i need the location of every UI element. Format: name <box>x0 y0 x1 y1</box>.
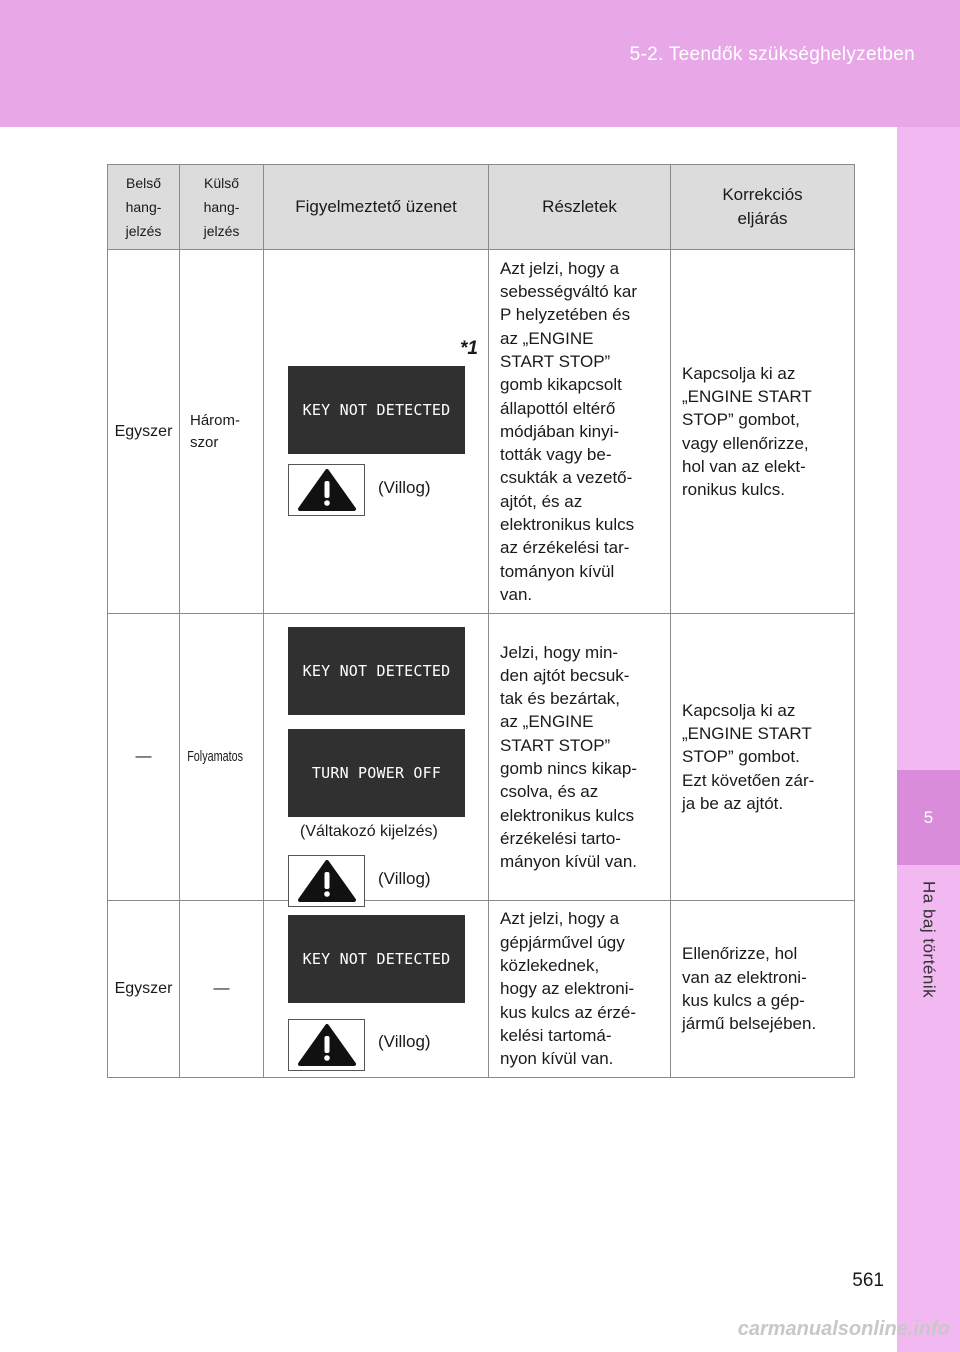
section-title: 5-2. Teendők szükséghelyzetben <box>629 44 915 65</box>
details-line: tották vagy be- <box>500 445 612 465</box>
header-message: Figyelmeztető üzenet <box>264 165 489 250</box>
table-row <box>108 901 855 1078</box>
display-key-not-detected: KEY NOT DETECTED <box>288 627 465 715</box>
correction-line: „ENGINE START <box>682 386 812 406</box>
correction-line: STOP” gombot, <box>682 410 800 430</box>
details-line: csolva, és az <box>500 782 599 802</box>
details-line: mányon kívül van. <box>500 852 638 872</box>
details-line: az „ENGINE <box>500 328 594 348</box>
warning-triangle-icon <box>288 855 365 907</box>
row2-details <box>489 614 671 901</box>
table-row <box>108 250 855 614</box>
row1-details <box>489 250 671 614</box>
blink-note: (Villog) <box>378 478 431 497</box>
details-line: Jelzi, hogy min- <box>500 642 619 662</box>
details-line: állapottól eltérő <box>500 398 616 418</box>
blink-note: (Villog) <box>378 1032 431 1051</box>
display-key-not-detected: KEY NOT DETECTED <box>288 915 465 1003</box>
header-internal: Belső hang- jelzés <box>108 165 180 250</box>
warning-triangle-icon <box>288 464 365 516</box>
correction-line: Ellenőrizze, hol <box>682 944 798 964</box>
header-correction: Korrekciós eljárás <box>671 165 855 250</box>
side-tab <box>897 127 960 1352</box>
row3-details <box>489 901 671 1078</box>
correction-line: „ENGINE START <box>682 724 812 744</box>
details-line: START STOP” <box>500 351 611 371</box>
details-line: sebességváltó kar <box>500 282 638 302</box>
correction-line: Kapcsolja ki az <box>682 700 796 720</box>
header-details: Részletek <box>489 165 671 250</box>
correction-line: vagy ellenőrizze, <box>682 433 809 453</box>
table-row <box>108 614 855 901</box>
details-line: elektronikus kulcs <box>500 805 635 825</box>
warning-triangle-icon <box>288 1019 365 1071</box>
details-line: elektronikus kulcs <box>500 515 635 535</box>
correction-line: Ezt követően zár- <box>682 770 815 790</box>
row2-external: Folyamatos <box>180 614 264 901</box>
details-line: Azt jelzi, hogy a <box>500 909 620 929</box>
details-line: Azt jelzi, hogy a <box>500 258 620 278</box>
details-line: hogy az elektroni- <box>500 979 635 999</box>
correction-line: ronikus kulcs. <box>682 480 785 500</box>
details-line: van. <box>500 584 533 604</box>
details-line: csukták a vezető- <box>500 468 633 488</box>
details-line: az „ENGINE <box>500 712 594 732</box>
details-line: gépjárművel úgy <box>500 932 625 952</box>
chapter-label-wrap <box>897 870 960 1010</box>
details-line: kelési tartomá- <box>500 1025 612 1045</box>
row1-internal: Egyszer <box>108 250 180 614</box>
details-line: érzékelési tarto- <box>500 828 621 848</box>
details-line: közlekednek, <box>500 956 600 976</box>
header-external: Külső hang- jelzés <box>180 165 264 250</box>
details-line: gomb kikapcsolt <box>500 375 622 395</box>
row1-correction <box>671 250 855 614</box>
alternating-note: (Váltakozó kijelzés) <box>300 823 438 840</box>
row3-message <box>264 901 489 1078</box>
correction-line: van az elektroni- <box>682 967 807 987</box>
row3-correction <box>671 901 855 1078</box>
row2-internal: — <box>108 614 180 901</box>
correction-line: STOP” gombot. <box>682 747 800 767</box>
row3-external: — <box>180 901 264 1078</box>
details-line: módjában kinyi- <box>500 421 620 441</box>
row3-internal: Egyszer <box>108 901 180 1078</box>
details-line: P helyzetében és <box>500 305 631 325</box>
correction-line: jármű belsejében. <box>682 1014 817 1034</box>
correction-line: ja be az ajtót. <box>682 793 784 813</box>
row2-message <box>264 614 489 901</box>
warning-table <box>107 164 855 1078</box>
details-line: tományon kívül <box>500 561 615 581</box>
details-line: tak és bezártak, <box>500 689 621 709</box>
row1-message <box>264 250 489 614</box>
correction-line: Kapcsolja ki az <box>682 363 796 383</box>
table-header-row <box>108 165 855 250</box>
details-line: gomb nincs kikap- <box>500 759 638 778</box>
blink-note: (Villog) <box>378 869 431 888</box>
row1-external: Három- szor <box>180 250 264 614</box>
page-number: 561 <box>852 1270 884 1291</box>
details-line: kus kulcs az érzé- <box>500 1002 637 1022</box>
display-key-not-detected: KEY NOT DETECTED <box>288 366 465 454</box>
details-line: START STOP” <box>500 735 611 755</box>
correction-line: kus kulcs a gép- <box>682 991 805 1010</box>
details-line: nyon kívül van. <box>500 1049 614 1069</box>
header-band <box>0 0 960 127</box>
correction-line: hol van az elekt- <box>682 456 806 476</box>
details-line: den ajtót becsuk- <box>500 665 630 685</box>
footnote-marker: *1 <box>460 338 478 359</box>
watermark: carmanualsonline.info <box>737 1318 950 1340</box>
details-line: ajtót, és az <box>500 491 583 511</box>
details-line: az érzékelési tar- <box>500 538 630 558</box>
chapter-number: 5 <box>897 770 960 865</box>
row2-correction <box>671 614 855 901</box>
display-turn-power-off: TURN POWER OFF <box>288 729 465 817</box>
chapter-label: Ha baj történik <box>919 881 939 999</box>
